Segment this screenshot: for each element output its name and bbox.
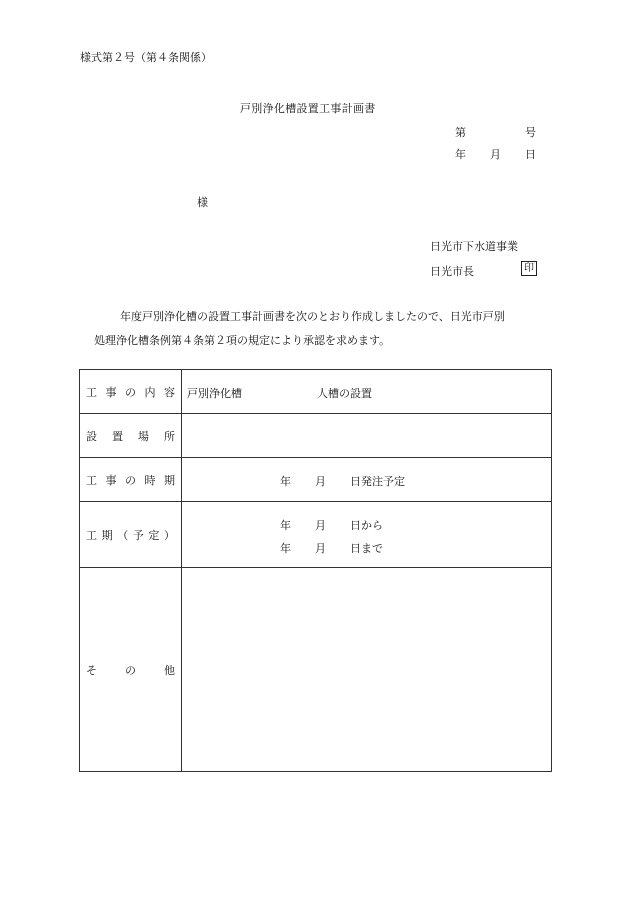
timing-year: 年 (280, 475, 291, 488)
issuer-mayor: 日光市長 (430, 265, 474, 278)
period-end-year: 年 (280, 542, 291, 555)
number-suffix: 号 (525, 126, 536, 139)
label-work-content: 工事の内容 (86, 385, 175, 399)
period-end-month: 月 (315, 542, 326, 555)
period-end-day: 日まで (350, 542, 383, 555)
label-other: その他 (86, 663, 175, 677)
label-work-timing: 工事の時期 (86, 473, 175, 487)
label-work-period: 工期（予定） (86, 528, 175, 542)
work-content-capacity: 人槽の設置 (317, 387, 372, 400)
period-start-day: 日から (350, 519, 383, 532)
plan-form-table (79, 369, 552, 772)
row-work-content (80, 370, 552, 414)
value-work-timing (182, 458, 552, 502)
date-day-label: 日 (525, 148, 536, 161)
work-content-tank: 戸別浄化槽 (187, 387, 242, 400)
row-work-timing (80, 458, 552, 502)
date-month-label: 月 (490, 148, 501, 161)
seal-mark: 印 (521, 261, 537, 276)
number-prefix: 第 (455, 126, 466, 139)
period-start-month: 月 (315, 519, 326, 532)
date-year-label: 年 (455, 148, 466, 161)
label-cell (80, 370, 182, 414)
value-install-location (182, 414, 552, 458)
document-title: 戸別浄化槽設置工事計画書 (240, 102, 376, 115)
label-cell (80, 568, 182, 772)
timing-month: 月 (315, 475, 326, 488)
value-work-period (182, 502, 552, 568)
value-other (182, 568, 552, 772)
row-other (80, 568, 552, 772)
label-cell (80, 502, 182, 568)
label-cell (80, 414, 182, 458)
issuer-organization: 日光市下水道事業 (430, 240, 518, 253)
row-work-period (80, 502, 552, 568)
addressee-honorific: 様 (197, 196, 208, 209)
label-cell (80, 458, 182, 502)
label-install-location: 設置場所 (86, 429, 175, 443)
value-work-content (182, 370, 552, 414)
body-text-line-1: 年度戸別浄化槽の設置工事計画書を次のとおり作成しましたので、日光市戸別 (120, 310, 505, 323)
row-install-location (80, 414, 552, 458)
period-start-year: 年 (280, 519, 291, 532)
form-number: 様式第２号（第４条関係） (80, 51, 212, 64)
body-text-line-2: 処理浄化槽条例第４条第２項の規定により承認を求めます。 (94, 334, 391, 347)
timing-day: 日発注予定 (350, 475, 405, 488)
